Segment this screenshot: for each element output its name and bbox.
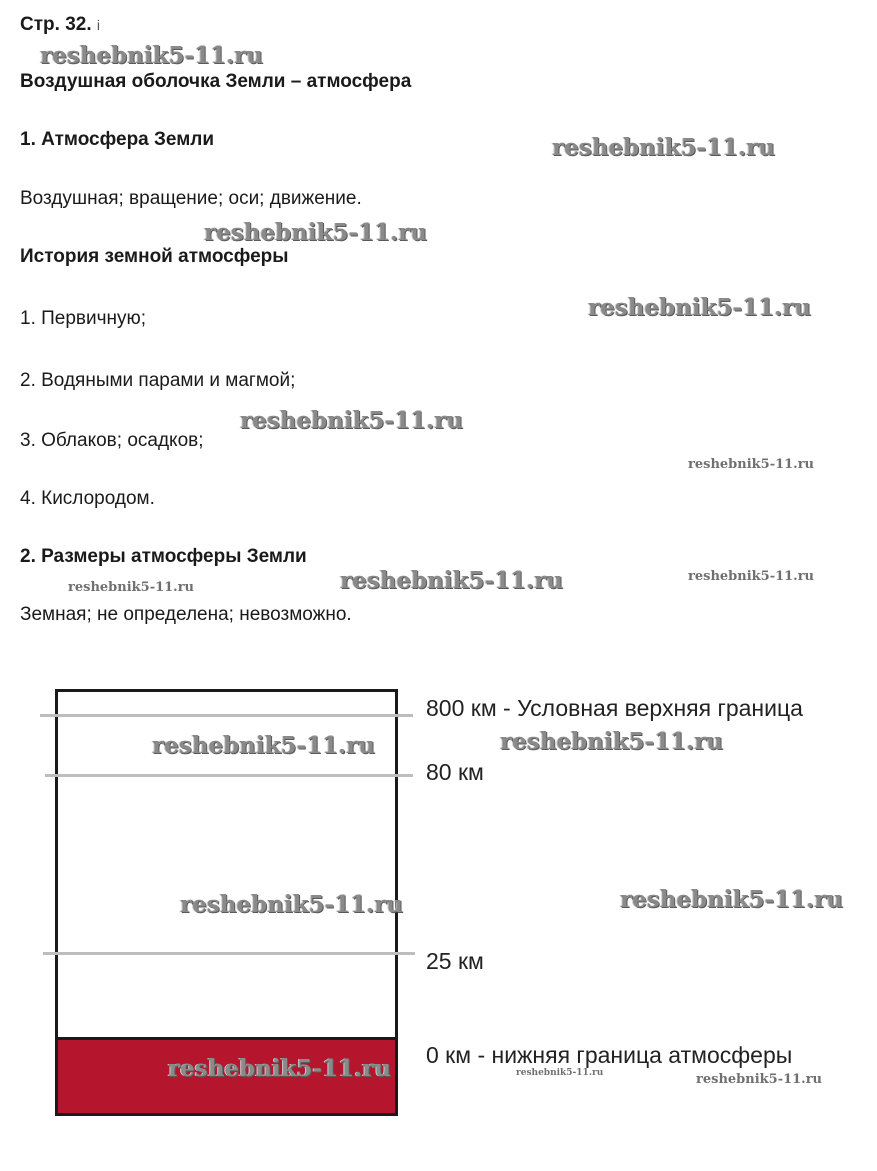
- section2-answer: Земная; не определена; невозможно.: [20, 604, 352, 625]
- history-item-1: 1. Первичную;: [20, 308, 147, 329]
- history-heading: История земной атмосферы: [20, 246, 289, 267]
- watermark: reshebnik5-11.ru: [516, 1068, 604, 1078]
- watermark: reshebnik5-11.ru: [696, 1072, 823, 1087]
- label-0km: 0 км - нижняя граница атмосферы: [426, 1042, 793, 1068]
- watermark: reshebnik5-11.ru: [552, 134, 775, 161]
- page-header-mark: і: [96, 17, 101, 33]
- section1-answer: Воздушная; вращение; оси; движение.: [20, 188, 362, 209]
- watermark: reshebnik5-11.ru: [168, 1055, 391, 1082]
- history-item-4: 4. Кислородом.: [20, 488, 155, 509]
- history-item-3: 3. Облаков; осадков;: [20, 430, 204, 451]
- watermark: reshebnik5-11.ru: [68, 580, 195, 595]
- history-item-2: 2. Водяными парами и магмой;: [20, 370, 296, 391]
- section2-heading: 2. Размеры атмосферы Земли: [20, 546, 307, 567]
- watermark: reshebnik5-11.ru: [180, 891, 403, 918]
- watermark: reshebnik5-11.ru: [40, 42, 263, 69]
- watermark: reshebnik5-11.ru: [204, 219, 427, 246]
- label-800km: 800 км - Условная верхняя граница: [426, 695, 803, 721]
- watermark: reshebnik5-11.ru: [500, 728, 723, 755]
- earth-surface-layer: [58, 1037, 395, 1113]
- watermark: reshebnik5-11.ru: [240, 407, 463, 434]
- watermark: reshebnik5-11.ru: [152, 732, 375, 759]
- page-header-text: Стр. 32.: [20, 14, 92, 35]
- atmosphere-diagram: [55, 689, 398, 1116]
- section1-heading: 1. Атмосфера Земли: [20, 129, 215, 150]
- watermark: reshebnik5-11.ru: [588, 294, 811, 321]
- label-25km: 25 км: [426, 948, 484, 974]
- watermark: reshebnik5-11.ru: [620, 886, 843, 913]
- line-800km: [40, 714, 413, 717]
- watermark: reshebnik5-11.ru: [340, 567, 563, 594]
- line-80km: [45, 774, 413, 777]
- page-title: Воздушная оболочка Земли – атмосфера: [20, 71, 412, 92]
- line-25km: [43, 952, 415, 955]
- label-80km: 80 км: [426, 759, 484, 785]
- watermark: reshebnik5-11.ru: [688, 457, 815, 472]
- page-header: [20, 14, 100, 36]
- watermark: reshebnik5-11.ru: [688, 569, 815, 584]
